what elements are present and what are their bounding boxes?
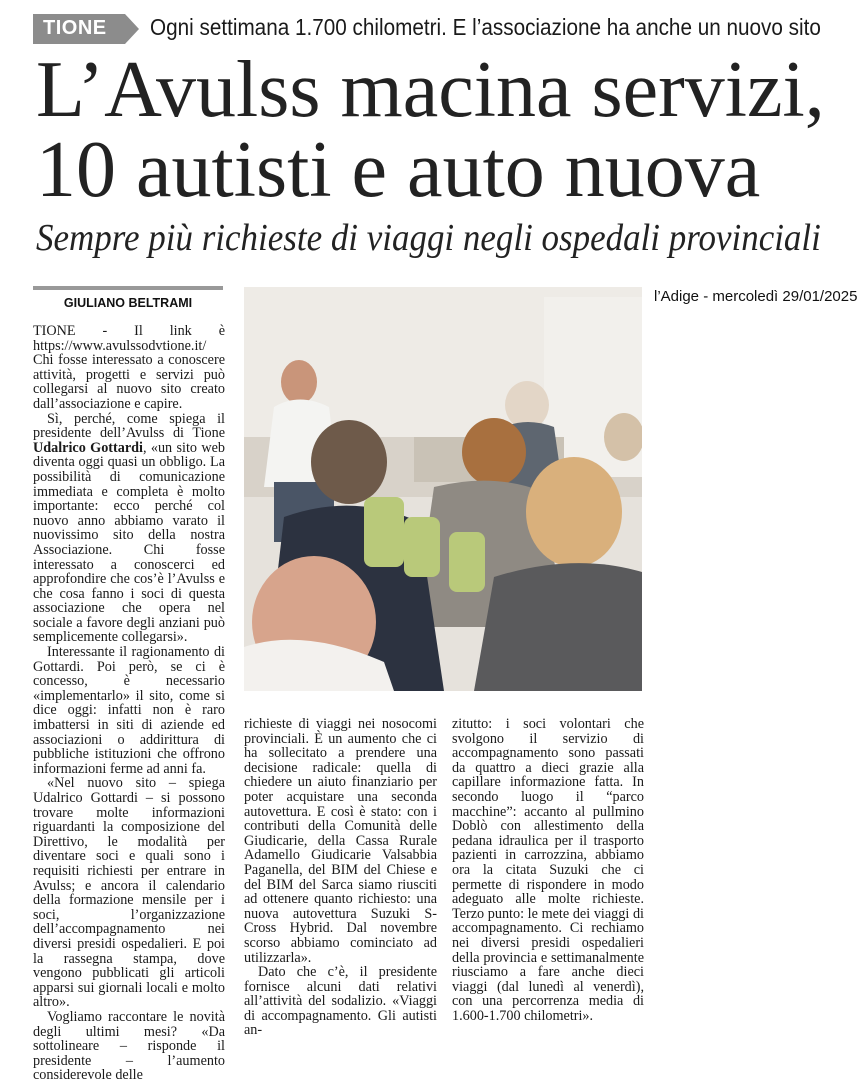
byline-rule <box>33 286 223 290</box>
article-paragraph: TIONE - Il link è https://www.avulssodvtione.it/ Chi fosse interessato a conoscere attività, progetti e servizi può collegarsi al nuovo sito creato dall’associazione e capire. <box>33 323 225 412</box>
article-paragraph <box>33 412 225 646</box>
section-tag-label: TIONE <box>43 17 107 39</box>
article-column-3 <box>452 717 644 1023</box>
article-paragraph: Interessante il ragionamento di Gottardi. Poi però, se ci è concesso, è necessario «implementarlo» il sito, come si dice oggi: infatti non è raro imbattersi in siti di aziende ed associazioni o addirittura di pubbliche istituzioni che offrono informazioni ferme ad anni fa. <box>33 644 225 777</box>
article-paragraph: «Nel nuovo sito – spiega Udalrico Gottardi – si possono trovare molte informazioni riguardanti la composizione del Direttivo, le modalità per diventare soci e quali sono i requisiti richiesti per entrare in Avulss; e ancora il calendario della formazione mensile per i soci, l’organizzazione dell’accompagnamento nei diversi presidi ospedalieri. E poi la rassegna stampa, dove vengono pubblicati gli articoli apparsi sui giornali locali e molto altro». <box>33 775 225 1011</box>
article-paragraph: richieste di viaggi nei nosocomi provinciali. È un aumento che ci ha sollecitato a prendere una decisione radicale: quella di chiedere un aiuto finanziario per poter acquistare una seconda autovettura. E così è stato: con i contributi della Comunità delle Giudicarie, della Cassa Rurale Adamello Giudicarie Valsabbia Paganella, del BIM del Chiese e del BIM del Sarca siamo riusciti ad ottenere quanto richiesto: una nuova autovettura Suzuki S-Cross Hybrid. Dal novembre scorso abbiamo cominciato ad utilizzarla». <box>244 716 437 966</box>
article-column-1 <box>33 324 225 1083</box>
source-label: l’Adige - mercoledì 29/01/2025 <box>654 288 858 305</box>
kicker: Ogni settimana 1.700 chilometri. E l’associazione ha anche un nuovo sito <box>150 14 821 40</box>
headline <box>36 46 825 214</box>
article-paragraph: zitutto: i soci volontari che svolgono il servizio di accompagnamento sono passati da quattro a dieci grazie alla capillare informazione fatta. In secondo luogo il “parco macchine”: accanto al pullmino Doblò con allestimento della pedana idraulica per il trasporto pazienti in carrozzina, abbiamo ora la citata Suzuki che ci permette di rispondere in modo adeguato alle molte richieste. Terzo punto: le mete dei viaggi di accompagnamento. Ci rechiamo nei diversi presidi ospedalieri della provincia e settimanalmente riusciamo a fare anche dieci viaggi (dal lunedì al venerdì), con una percorrenza media di 1.600-1.700 chilometri». <box>452 716 644 1024</box>
article-photo <box>244 287 642 691</box>
article-text: , «un sito web diventa oggi quasi un obbligo. La possibilità di comunicazione immediata e completa è molto importante: ecco perché col nuovo anno abbiamo varato il nuovissimo sito della nostra Associazione. Chi fosse interessato a conoscerci ed approfondire che cos’è l’Avulss e che cosa fanno i soci di questa associazione che opera nel sociale a favore degli anziani può semplicemente collegarsi». <box>33 439 225 646</box>
article-paragraph: Vogliamo raccontare le novità degli ultimi mesi? «Da sottolineare – risponde il presidente – l’aumento considerevole delle <box>33 1008 225 1083</box>
article-paragraph: Dato che c’è, il presidente fornisce alcuni dati relativi all’attività del sodalizio. «Viaggi di accompagnamento. Gli autisti an- <box>244 964 437 1039</box>
subheadline: Sempre più richieste di viaggi negli ospedali provinciali <box>36 217 821 259</box>
article-text: Sì, perché, come spiega il presidente dell’Avulss di Tione <box>33 410 225 442</box>
section-tag <box>33 14 139 44</box>
headline-line-1: L’Avulss macina servizi, <box>36 46 825 134</box>
president-name: Udalrico Gottardi <box>33 439 143 456</box>
byline: GIULIANO BELTRAMI <box>63 296 193 310</box>
article-column-2 <box>244 717 437 1038</box>
headline-line-2: 10 autisti e auto nuova <box>36 126 761 214</box>
section-tag-arrow-icon <box>125 14 139 44</box>
meeting-photo-illustration <box>244 287 642 691</box>
